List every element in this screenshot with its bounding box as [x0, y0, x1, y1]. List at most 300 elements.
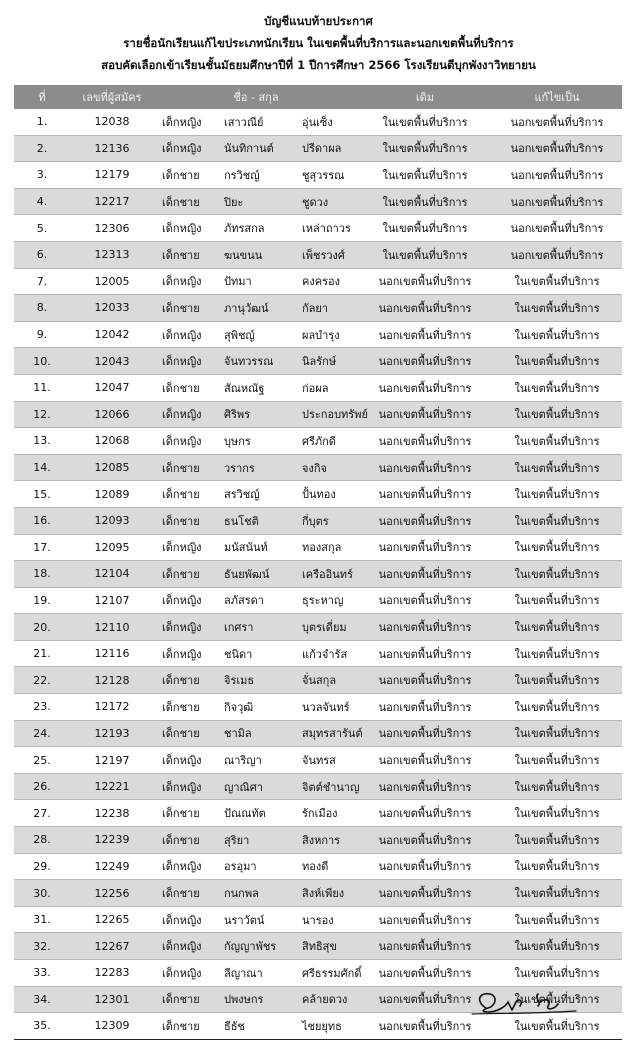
name-prefix: เด็กชาย	[162, 727, 200, 741]
row-number: 3.	[36, 168, 48, 182]
old-category: นอกเขตพื้นที่บริการ	[378, 754, 472, 768]
row-number: 27.	[33, 806, 51, 820]
student-name	[154, 428, 358, 455]
row-number: 29.	[33, 859, 51, 873]
table-row	[14, 428, 622, 455]
old-category: นอกเขตพื้นที่บริการ	[358, 454, 492, 481]
row-number: 30.	[14, 880, 70, 907]
old-category: นอกเขตพื้นที่บริการ	[378, 328, 472, 342]
row-number: 26.	[14, 773, 70, 800]
student-name	[154, 241, 358, 268]
name-prefix: เด็กหญิง	[162, 754, 202, 768]
new-category: นอกเขตพื้นที่บริการ	[492, 241, 622, 268]
old-category: ในเขตพื้นที่บริการ	[358, 188, 492, 215]
first-name: มนัสนันท์	[224, 541, 268, 555]
last-name: ทองดี	[302, 860, 329, 874]
student-name	[154, 188, 358, 215]
last-name: รักเมือง	[302, 807, 338, 821]
name-prefix: เด็กชาย	[162, 887, 200, 901]
name-prefix: เด็กชาย	[162, 488, 200, 502]
old-category: นอกเขตพื้นที่บริการ	[378, 541, 472, 555]
name-prefix: เด็กหญิง	[162, 275, 202, 289]
name-prefix: เด็กชาย	[162, 195, 200, 209]
old-category: ในเขตพื้นที่บริการ	[358, 135, 492, 162]
name-prefix: เด็กหญิง	[162, 621, 202, 635]
applicant-id: 12089	[94, 487, 130, 501]
row-number: 16.	[14, 507, 70, 534]
last-name: ปั้นทอง	[302, 488, 336, 502]
column-header-applicant-id: เลขที่ผู้สมัคร	[70, 85, 154, 109]
last-name: ก่อผล	[302, 381, 329, 395]
old-category: นอกเขตพื้นที่บริการ	[358, 880, 492, 907]
student-name	[154, 109, 358, 135]
old-category: นอกเขตพื้นที่บริการ	[378, 1019, 472, 1033]
row-number: 12.	[14, 401, 70, 428]
old-category: นอกเขตพื้นที่บริการ	[378, 647, 472, 661]
first-name: จิรเมธ	[224, 674, 255, 688]
last-name: นวลจันทร์	[302, 700, 350, 714]
new-category: ในเขตพื้นที่บริการ	[492, 827, 622, 854]
table-row	[14, 401, 622, 428]
last-name: สิงหการ	[302, 833, 341, 847]
new-category: ในเขตพื้นที่บริการ	[514, 328, 600, 342]
applicant-id: 12249	[94, 859, 130, 873]
name-prefix: เด็กหญิง	[162, 940, 202, 954]
old-category: นอกเขตพื้นที่บริการ	[378, 275, 472, 289]
last-name: จิตต์ชำนาญ	[302, 780, 360, 794]
row-number: 4.	[14, 188, 70, 215]
old-category: นอกเขตพื้นที่บริการ	[378, 966, 472, 980]
last-name: แก้วจำรัส	[302, 647, 348, 661]
old-category: นอกเขตพื้นที่บริการ	[358, 507, 492, 534]
applicant-id: 12267	[70, 933, 154, 960]
row-number: 25.	[33, 753, 51, 767]
old-category: ในเขตพื้นที่บริการ	[382, 168, 468, 182]
applicant-id: 12256	[70, 880, 154, 907]
first-name: สุริยา	[224, 833, 250, 847]
student-name	[154, 747, 358, 774]
name-prefix: เด็กหญิง	[162, 222, 202, 236]
last-name: ชูสุวรรณ	[302, 168, 345, 182]
last-name: เครืออินทร์	[302, 567, 353, 581]
column-header-name: ชื่อ - สกุล	[154, 85, 358, 109]
applicant-id: 12221	[70, 773, 154, 800]
student-name	[154, 880, 358, 907]
new-category: ในเขตพื้นที่บริการ	[492, 454, 622, 481]
row-number: 10.	[14, 348, 70, 375]
applicant-id: 12197	[94, 753, 130, 767]
new-category: ในเขตพื้นที่บริการ	[514, 488, 600, 502]
new-category: ในเขตพื้นที่บริการ	[492, 720, 622, 747]
first-name: นราวัตน์	[224, 913, 265, 927]
first-name: ปัณณทัต	[224, 807, 266, 821]
table-row	[14, 162, 622, 189]
first-name: จันทวรรณ	[224, 355, 274, 369]
last-name: ธุระหาญ	[302, 594, 344, 608]
table-row	[14, 827, 622, 854]
student-name	[154, 773, 358, 800]
name-prefix: เด็กชาย	[162, 514, 200, 528]
old-category: นอกเขตพื้นที่บริการ	[378, 594, 472, 608]
applicant-id: 12313	[70, 241, 154, 268]
student-name	[154, 321, 358, 348]
applicant-id: 12301	[70, 986, 154, 1013]
row-number: 5.	[36, 221, 48, 235]
row-number: 20.	[14, 614, 70, 641]
old-category: นอกเขตพื้นที่บริการ	[378, 434, 472, 448]
table-row	[14, 295, 622, 322]
student-name	[154, 960, 362, 987]
applicant-id: 12047	[94, 381, 130, 395]
student-table	[14, 85, 622, 1040]
row-number: 21.	[33, 647, 51, 661]
table-row	[14, 188, 622, 215]
name-prefix: เด็กชาย	[162, 1019, 200, 1033]
new-category: ในเขตพื้นที่บริการ	[514, 700, 600, 714]
last-name: จงกิจ	[302, 461, 327, 475]
first-name: ธีธัช	[224, 1019, 245, 1033]
applicant-id: 12172	[94, 700, 130, 714]
table-row	[14, 109, 622, 135]
old-category: นอกเขตพื้นที่บริการ	[378, 488, 472, 502]
row-number: 13.	[33, 434, 51, 448]
new-category: ในเขตพื้นที่บริการ	[514, 647, 600, 661]
document-header	[0, 10, 637, 76]
applicant-id: 12128	[70, 667, 154, 694]
name-prefix: เด็กชาย	[162, 381, 200, 395]
new-category: ในเขตพื้นที่บริการ	[514, 807, 600, 821]
table-row	[14, 454, 622, 481]
name-prefix: เด็กหญิง	[162, 355, 202, 369]
new-category: ในเขตพื้นที่บริการ	[514, 860, 600, 874]
last-name: ปรีดาผล	[302, 142, 342, 156]
table-row	[14, 587, 622, 614]
student-name	[154, 587, 358, 614]
first-name: อรอุมา	[224, 860, 257, 874]
first-name: ฆนขนน	[224, 248, 263, 262]
applicant-id: 12283	[94, 966, 130, 980]
row-number: 14.	[14, 454, 70, 481]
row-number: 31.	[33, 913, 51, 927]
applicant-id: 12038	[94, 115, 130, 129]
new-category: ในเขตพื้นที่บริการ	[492, 667, 622, 694]
student-name	[154, 534, 358, 561]
student-name	[154, 401, 368, 428]
document-title: บัญชีแนบท้ายประกาศ	[264, 14, 373, 28]
student-name	[154, 667, 358, 694]
student-name	[154, 295, 358, 322]
name-prefix: เด็กหญิง	[162, 966, 202, 980]
old-category: นอกเขตพื้นที่บริการ	[378, 700, 472, 714]
first-name: ศิริพร	[224, 408, 251, 422]
old-category: นอกเขตพื้นที่บริการ	[378, 860, 472, 874]
name-prefix: เด็กชาย	[162, 567, 200, 581]
last-name: นิลรักษ์	[302, 355, 337, 369]
first-name: ณาริญา	[224, 754, 262, 768]
old-category: นอกเขตพื้นที่บริการ	[358, 933, 492, 960]
new-category: ในเขตพื้นที่บริการ	[492, 880, 622, 907]
table-row	[14, 321, 622, 348]
last-name: บุตรเดี่ยม	[302, 621, 347, 635]
table-row	[14, 348, 622, 375]
table-row	[14, 215, 622, 242]
table-row	[14, 561, 622, 588]
applicant-id: 12217	[70, 188, 154, 215]
first-name: ลภัสรดา	[224, 594, 264, 608]
last-name: เหล่าถาวร	[302, 222, 351, 236]
old-category: นอกเขตพื้นที่บริการ	[358, 773, 492, 800]
row-number: 23.	[33, 700, 51, 714]
first-name: นันทิกานต์	[224, 142, 274, 156]
applicant-id: 12238	[94, 806, 130, 820]
student-name	[154, 853, 358, 880]
first-name: ปัทมา	[224, 275, 252, 289]
old-category: นอกเขตพื้นที่บริการ	[358, 295, 492, 322]
new-category: ในเขตพื้นที่บริการ	[514, 1019, 600, 1033]
table-row	[14, 507, 622, 534]
new-category: ในเขตพื้นที่บริการ	[492, 348, 622, 375]
row-number: 17.	[33, 540, 51, 554]
last-name: ทองสกุล	[302, 541, 342, 555]
applicant-id: 12110	[70, 614, 154, 641]
table-row	[14, 374, 622, 401]
row-number: 1.	[36, 115, 48, 129]
name-prefix: เด็กหญิง	[162, 434, 202, 448]
row-number: 19.	[33, 593, 51, 607]
last-name: อุ่นเซ็ง	[302, 115, 333, 129]
name-prefix: เด็กชาย	[162, 461, 200, 475]
last-name: นารอง	[302, 913, 334, 927]
old-category: ในเขตพื้นที่บริการ	[382, 222, 468, 236]
last-name: กัลยา	[302, 301, 329, 315]
applicant-id: 12093	[70, 507, 154, 534]
name-prefix: เด็กหญิง	[162, 860, 202, 874]
table-row	[14, 853, 622, 880]
last-name: คล้ายดวง	[302, 993, 348, 1007]
applicant-id: 12068	[94, 434, 130, 448]
applicant-id: 12033	[70, 295, 154, 322]
new-category: ในเขตพื้นที่บริการ	[514, 913, 600, 927]
new-category: ในเขตพื้นที่บริการ	[492, 773, 622, 800]
row-number: 9.	[36, 328, 48, 342]
table-row	[14, 614, 622, 641]
last-name: สิงห์เพียง	[302, 887, 345, 901]
first-name: บุษกร	[224, 434, 251, 448]
name-prefix: เด็กชาย	[162, 833, 200, 847]
first-name: วรากร	[224, 461, 255, 475]
last-name: ศรีธรรมศักดิ์	[302, 966, 362, 980]
row-number: 11.	[33, 381, 51, 395]
applicant-id: 12116	[94, 647, 130, 661]
row-number: 6.	[14, 241, 70, 268]
last-name: จั่นสกุล	[302, 674, 337, 688]
table-row	[14, 667, 622, 694]
first-name: กิจวุฒิ	[224, 700, 254, 714]
new-category: ในเขตพื้นที่บริการ	[514, 541, 600, 555]
column-header-old: เดิม	[358, 85, 492, 109]
applicant-id: 12095	[94, 540, 130, 554]
applicant-id: 12136	[70, 135, 154, 162]
table-row	[14, 906, 622, 933]
new-category: ในเขตพื้นที่บริการ	[492, 561, 622, 588]
last-name: สมุทรสารันต์	[302, 727, 363, 741]
row-number: 28.	[14, 827, 70, 854]
row-number: 2.	[14, 135, 70, 162]
new-category: ในเขตพื้นที่บริการ	[492, 507, 622, 534]
last-name: ไชยยุทธ	[302, 1019, 342, 1033]
applicant-id: 12042	[94, 328, 130, 342]
row-number: 35.	[33, 1019, 51, 1033]
row-number: 18.	[14, 561, 70, 588]
old-category: นอกเขตพื้นที่บริการ	[358, 348, 492, 375]
old-category: นอกเขตพื้นที่บริการ	[378, 913, 472, 927]
applicant-id: 12066	[70, 401, 154, 428]
applicant-id: 12306	[94, 221, 130, 235]
student-name	[154, 215, 358, 242]
student-name	[154, 720, 363, 747]
name-prefix: เด็กชาย	[162, 301, 200, 315]
table-row	[14, 481, 622, 508]
student-name	[154, 640, 358, 667]
first-name: ปพงษกร	[224, 993, 264, 1007]
student-name	[154, 135, 358, 162]
last-name: จันทรส	[302, 754, 336, 768]
student-name	[154, 481, 358, 508]
table-row	[14, 747, 622, 774]
applicant-id: 12179	[94, 168, 130, 182]
row-number: 24.	[14, 720, 70, 747]
old-category: นอกเขตพื้นที่บริการ	[358, 614, 492, 641]
first-name: สุพิชญ์	[224, 328, 255, 342]
table-row	[14, 933, 622, 960]
new-category: ในเขตพื้นที่บริการ	[492, 933, 622, 960]
row-number: 33.	[33, 966, 51, 980]
student-name	[154, 933, 358, 960]
old-category: นอกเขตพื้นที่บริการ	[358, 720, 492, 747]
student-name	[154, 986, 358, 1013]
table-row	[14, 773, 622, 800]
new-category: ในเขตพื้นที่บริการ	[492, 614, 622, 641]
new-category: นอกเขตพื้นที่บริการ	[510, 168, 604, 182]
old-category: นอกเขตพื้นที่บริการ	[358, 667, 492, 694]
first-name: ลีญาณา	[224, 966, 263, 980]
new-category: นอกเขตพื้นที่บริการ	[492, 135, 622, 162]
table-row	[14, 241, 622, 268]
student-name	[154, 1013, 358, 1040]
old-category: นอกเขตพื้นที่บริการ	[358, 401, 492, 428]
table-row	[14, 800, 622, 827]
applicant-id: 12239	[70, 827, 154, 854]
old-category: นอกเขตพื้นที่บริการ	[358, 827, 492, 854]
table-row	[14, 720, 622, 747]
column-header-no: ที่	[14, 85, 70, 109]
row-number: 34.	[14, 986, 70, 1013]
first-name: ภานุวัฒน์	[224, 301, 269, 315]
name-prefix: เด็กหญิง	[162, 541, 202, 555]
student-name	[154, 374, 358, 401]
document-subtitle-2: สอบคัดเลือกเข้าเรียนชั้นมัธยมศึกษาปีที่ 1 ปีการศึกษา 2566 โรงเรียนตีบุกพังงาวิทยายน	[101, 58, 536, 72]
table-row	[14, 694, 622, 721]
student-name	[154, 614, 358, 641]
applicant-id: 12005	[94, 274, 130, 288]
name-prefix: เด็กชาย	[162, 248, 200, 262]
first-name: กัญญาพัชร	[224, 940, 277, 954]
document-subtitle: รายชื่อนักเรียนแก้ไขประเภทนักเรียน ในเขตพื้นที่บริการและนอกเขตพื้นที่บริการ	[123, 36, 514, 50]
last-name: สิทธิสุข	[302, 940, 337, 954]
first-name: เกศรา	[224, 621, 254, 635]
old-category: นอกเขตพื้นที่บริการ	[378, 381, 472, 395]
applicant-id: 12193	[70, 720, 154, 747]
student-name	[154, 800, 358, 827]
last-name: ประกอบทรัพย์	[302, 408, 368, 422]
old-category: นอกเขตพื้นที่บริการ	[378, 807, 472, 821]
table-row	[14, 268, 622, 295]
new-category: ในเขตพื้นที่บริการ	[514, 966, 600, 980]
last-name: ชูดวง	[302, 195, 329, 209]
new-category: ในเขตพื้นที่บริการ	[492, 986, 622, 1013]
applicant-id: 12265	[94, 913, 130, 927]
last-name: กี่บุตร	[302, 514, 329, 528]
last-name: คงครอง	[302, 275, 340, 289]
first-name: ชนิดา	[224, 647, 253, 661]
name-prefix: เด็กหญิง	[162, 328, 202, 342]
new-category: ในเขตพื้นที่บริการ	[514, 754, 600, 768]
name-prefix: เด็กหญิง	[162, 594, 202, 608]
old-category: นอกเขตพื้นที่บริการ	[358, 986, 492, 1013]
student-name	[154, 906, 358, 933]
table-row	[14, 534, 622, 561]
new-category: นอกเขตพื้นที่บริการ	[492, 188, 622, 215]
name-prefix: เด็กหญิง	[162, 142, 202, 156]
new-category: นอกเขตพื้นที่บริการ	[510, 222, 604, 236]
applicant-id: 12107	[94, 593, 130, 607]
table-row	[14, 880, 622, 907]
applicant-id: 12085	[70, 454, 154, 481]
last-name: เพ็ชรวงศ์	[302, 248, 345, 262]
new-category: ในเขตพื้นที่บริการ	[514, 275, 600, 289]
last-name: ศรีภักดี	[302, 434, 336, 448]
student-name	[154, 454, 358, 481]
name-prefix: เด็กชาย	[162, 993, 200, 1007]
table-header-row	[14, 85, 622, 109]
name-prefix: เด็กหญิง	[162, 115, 202, 129]
old-category: นอกเขตพื้นที่บริการ	[358, 561, 492, 588]
first-name: ปิยะ	[224, 195, 244, 209]
student-name	[154, 507, 358, 534]
row-number: 32.	[14, 933, 70, 960]
applicant-id: 12309	[94, 1019, 130, 1033]
new-category: นอกเขตพื้นที่บริการ	[510, 115, 604, 129]
first-name: ชามิล	[224, 727, 252, 741]
table-row	[14, 960, 622, 987]
new-category: ในเขตพื้นที่บริการ	[492, 401, 622, 428]
student-name	[154, 348, 358, 375]
row-number: 8.	[14, 295, 70, 322]
name-prefix: เด็กหญิง	[162, 913, 202, 927]
new-category: ในเขตพื้นที่บริการ	[514, 434, 600, 448]
table-row	[14, 640, 622, 667]
student-name	[154, 268, 358, 295]
column-header-new: แก้ไขเป็น	[492, 85, 622, 109]
first-name: กนกพล	[224, 887, 259, 901]
row-number: 15.	[33, 487, 51, 501]
row-number: 22.	[14, 667, 70, 694]
name-prefix: เด็กชาย	[162, 168, 200, 182]
name-prefix: เด็กหญิง	[162, 408, 202, 422]
new-category: ในเขตพื้นที่บริการ	[514, 381, 600, 395]
student-name	[154, 561, 358, 588]
signature-icon	[468, 988, 578, 1018]
